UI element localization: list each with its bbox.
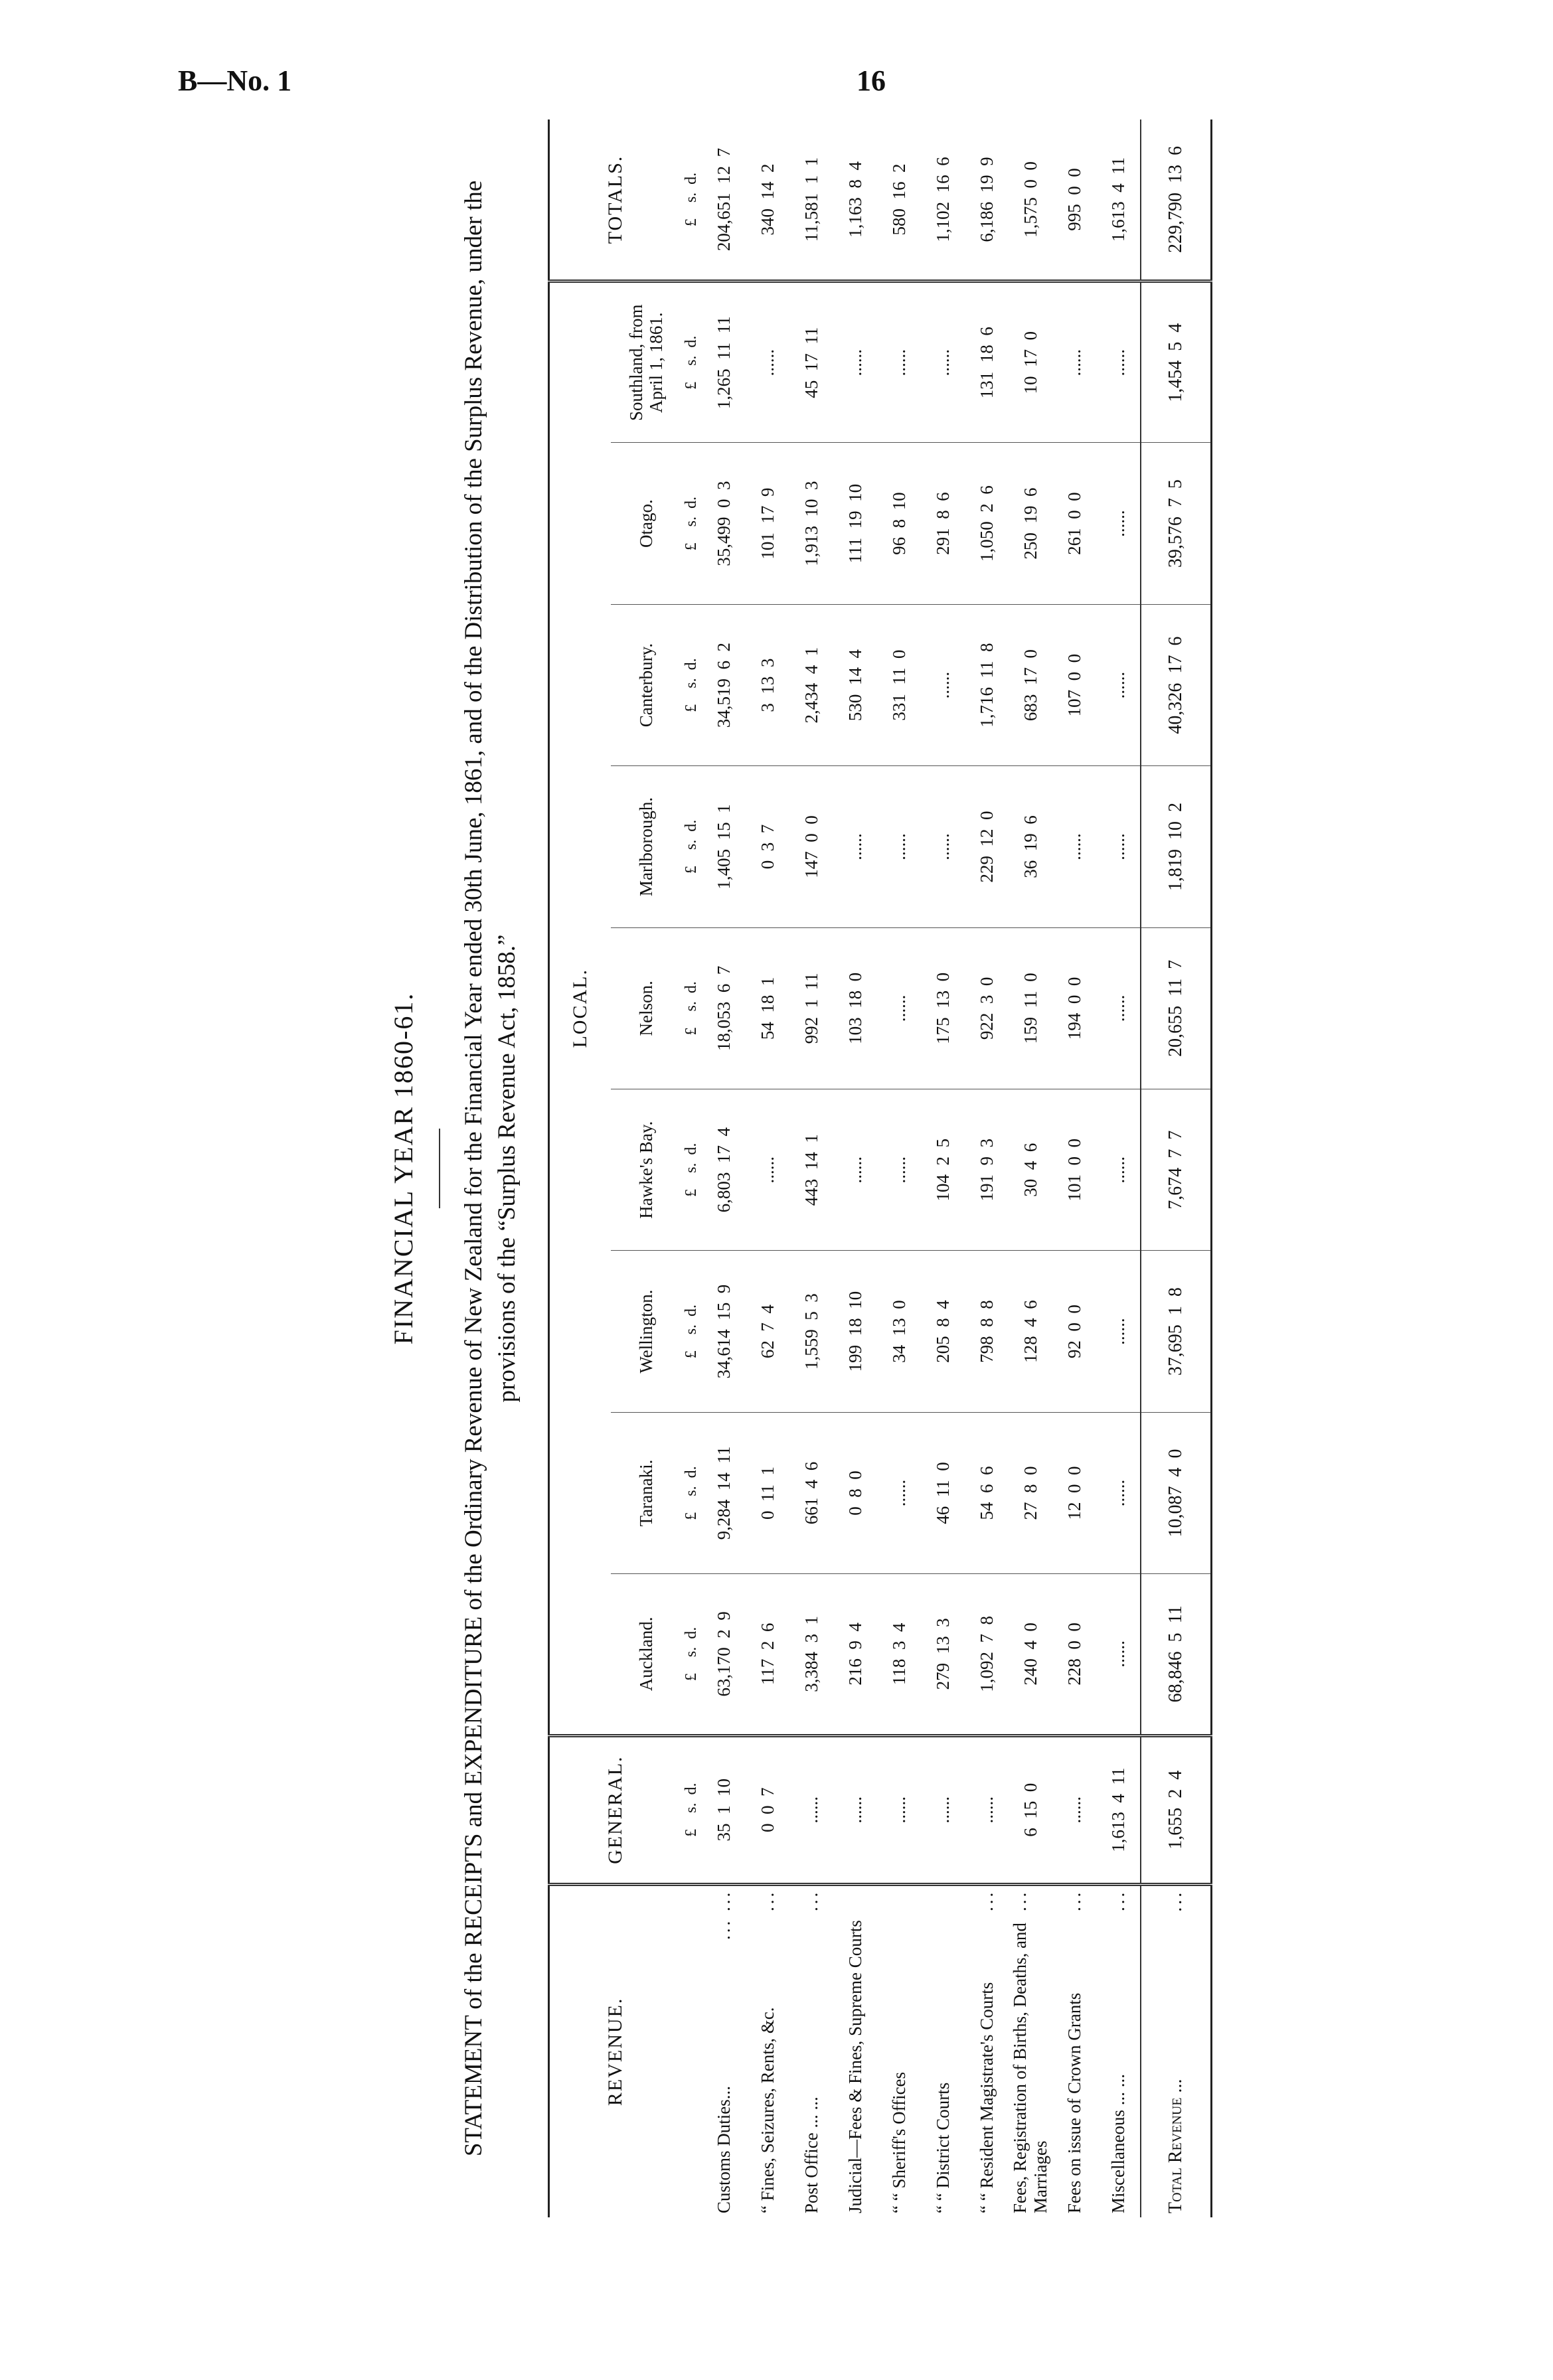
amount-cell: ...... — [877, 281, 921, 442]
amount-cell: 922 3 0 — [965, 927, 1009, 1089]
amount-cell: 1,050 2 6 — [965, 443, 1009, 604]
amount-cell: 6,803 17 4 — [702, 1089, 746, 1251]
local-header: LOCAL. — [549, 281, 612, 1735]
amount-cell: 62 7 4 — [746, 1251, 789, 1412]
amount-cell: 3,384 3 1 — [789, 1574, 833, 1735]
amount-cell: ...... — [1052, 766, 1096, 927]
amount-cell: ...... — [833, 1735, 877, 1884]
row-label — [1096, 1884, 1141, 2217]
row-leaders: ... — [1107, 1889, 1128, 1912]
revenue-header: REVENUE. — [604, 1997, 626, 2106]
amount-cell: 1,405 15 1 — [702, 766, 746, 927]
row-label-text: Miscellaneous ... ... — [1107, 2074, 1128, 2213]
amount-cell: ...... — [1096, 766, 1141, 927]
amount-cell: 1,092 7 8 — [965, 1574, 1009, 1735]
amount-cell: 1,163 8 4 — [833, 119, 877, 281]
amount-cell: 103 18 0 — [833, 927, 877, 1089]
row-label — [877, 1884, 921, 2217]
amount-cell: 205 8 4 — [921, 1251, 965, 1412]
amount-cell: ...... — [1052, 1735, 1096, 1884]
table-row — [965, 119, 1009, 2217]
amount-cell: 229 12 0 — [965, 766, 1009, 927]
amount-cell: 30 4 6 — [1009, 1089, 1052, 1251]
col-nelson: Nelson. — [611, 927, 681, 1089]
amount-cell: ...... — [877, 766, 921, 927]
table-row — [702, 119, 746, 2217]
amount-cell: ...... — [1096, 927, 1141, 1089]
amount-cell: 580 16 2 — [877, 119, 921, 281]
amount-cell: 992 1 11 — [789, 927, 833, 1089]
amount-cell: 12 0 0 — [1052, 1412, 1096, 1573]
row-label-text: Customs Duties... — [713, 2085, 734, 2213]
amount-cell: 530 14 4 — [833, 604, 877, 765]
amount-cell: 7,674 7 7 — [1141, 1089, 1212, 1251]
amount-cell: 34 13 0 — [877, 1251, 921, 1412]
amount-cell: 1,655 2 4 — [1141, 1735, 1212, 1884]
unit-label: £ s. d. — [681, 443, 702, 604]
amount-cell: 229,790 13 6 — [1141, 119, 1212, 281]
unit-label: £ s. d. — [681, 604, 702, 765]
general-header: GENERAL. — [549, 1735, 682, 1884]
amount-cell: 20,655 11 7 — [1141, 927, 1212, 1089]
amount-cell: 228 0 0 — [1052, 1574, 1096, 1735]
amount-cell: 191 9 3 — [965, 1089, 1009, 1251]
amount-cell: 35,499 0 3 — [702, 443, 746, 604]
row-label-text: “ Fines, Seizures, Rents, &c. — [757, 2007, 777, 2213]
amount-cell: 111 19 10 — [833, 443, 877, 604]
row-label — [746, 1884, 789, 2217]
page-number: 16 — [857, 64, 886, 97]
unit-label: £ s. d. — [681, 119, 702, 281]
amount-cell: 2,434 4 1 — [789, 604, 833, 765]
amount-cell: 1,913 10 3 — [789, 443, 833, 604]
amount-cell: ...... — [877, 927, 921, 1089]
amount-cell: 261 0 0 — [1052, 443, 1096, 604]
amount-cell: 1,559 5 3 — [789, 1251, 833, 1412]
row-label-text: “ “ District Courts — [932, 2082, 953, 2213]
col-marlborough: Marlborough. — [611, 766, 681, 927]
amount-cell: 39,576 7 5 — [1141, 443, 1212, 604]
row-label — [1141, 1884, 1212, 2217]
row-leaders: ... — [801, 1889, 821, 1912]
row-leaders: ... ... — [713, 1889, 734, 1941]
amount-cell: 45 17 11 — [789, 281, 833, 442]
amount-cell: ...... — [1052, 281, 1096, 442]
row-leaders: ... — [1165, 1889, 1186, 1912]
row-label-text: “ “ Sheriff's Offices — [888, 2071, 909, 2213]
amount-cell: 0 3 7 — [746, 766, 789, 927]
col-otago: Otago. — [611, 443, 681, 604]
row-label-text: Post Office ... ... — [801, 2097, 821, 2213]
amount-cell: 37,695 1 8 — [1141, 1251, 1212, 1412]
row-label — [1009, 1884, 1052, 2217]
row-label-text: Judicial—Fees & Fines, Supreme Courts — [845, 1920, 865, 2213]
revenue-table — [548, 119, 1212, 2217]
col-auckland: Auckland. — [611, 1574, 681, 1735]
table-row — [877, 119, 921, 2217]
table-row — [1009, 119, 1052, 2217]
col-canterbury: Canterbury. — [611, 604, 681, 765]
amount-cell: ...... — [1096, 281, 1141, 442]
amount-cell: 0 11 1 — [746, 1412, 789, 1573]
amount-cell: 96 8 10 — [877, 443, 921, 604]
total-revenue-row — [1141, 119, 1212, 2217]
row-label-text: Total Revenue ... — [1165, 2079, 1186, 2213]
amount-cell: 147 0 0 — [789, 766, 833, 927]
amount-cell: 35 1 10 — [702, 1735, 746, 1884]
amount-cell: 117 2 6 — [746, 1574, 789, 1735]
amount-cell: 1,575 0 0 — [1009, 119, 1052, 281]
amount-cell: 279 13 3 — [921, 1574, 965, 1735]
amount-cell: 11,581 1 1 — [789, 119, 833, 281]
heading-rule — [439, 1129, 440, 1208]
amount-cell: 250 19 6 — [1009, 443, 1052, 604]
amount-cell: ...... — [746, 281, 789, 442]
amount-cell: 340 14 2 — [746, 119, 789, 281]
amount-cell: ...... — [1096, 1574, 1141, 1735]
amount-cell: 101 0 0 — [1052, 1089, 1096, 1251]
amount-cell: 1,265 11 11 — [702, 281, 746, 442]
amount-cell: 995 0 0 — [1052, 119, 1096, 281]
amount-cell: ...... — [833, 281, 877, 442]
row-label — [1052, 1884, 1096, 2217]
unit-label: £ s. d. — [681, 1412, 702, 1573]
row-leaders: ... — [976, 1889, 997, 1912]
amount-cell: ...... — [921, 766, 965, 927]
col-southland: Southland, from April 1, 1861. — [611, 281, 681, 442]
amount-cell: 331 11 0 — [877, 604, 921, 765]
amount-cell: 661 4 6 — [789, 1412, 833, 1573]
unit-label: £ s. d. — [681, 766, 702, 927]
amount-cell: 240 4 0 — [1009, 1574, 1052, 1735]
unit-label: £ s. d. — [681, 1735, 702, 1884]
amount-cell: ...... — [1096, 1089, 1141, 1251]
amount-cell: 1,102 16 6 — [921, 119, 965, 281]
unit-label: £ s. d. — [681, 281, 702, 442]
amount-cell: 9,284 14 11 — [702, 1412, 746, 1573]
amount-cell: 159 11 0 — [1009, 927, 1052, 1089]
unit-spacer — [681, 1884, 702, 2217]
amount-cell: ...... — [1096, 443, 1141, 604]
amount-cell: 63,170 2 9 — [702, 1574, 746, 1735]
row-label-text: “ “ Resident Magistrate's Courts — [976, 1982, 997, 2213]
row-leaders: ... — [757, 1889, 777, 1912]
amount-cell: 1,454 5 4 — [1141, 281, 1212, 442]
amount-cell: 798 8 8 — [965, 1251, 1009, 1412]
table-row — [746, 119, 789, 2217]
col-hawkes-bay: Hawke's Bay. — [611, 1089, 681, 1251]
amount-cell: 3 13 3 — [746, 604, 789, 765]
amount-cell: 92 0 0 — [1052, 1251, 1096, 1412]
amount-cell: 6,186 19 9 — [965, 119, 1009, 281]
row-leaders: ... — [1064, 1889, 1084, 1912]
amount-cell: 34,519 6 2 — [702, 604, 746, 765]
amount-cell: 6 15 0 — [1009, 1735, 1052, 1884]
amount-cell: 1,613 4 11 — [1096, 119, 1141, 281]
amount-cell: ...... — [1096, 604, 1141, 765]
amount-cell: 10,087 4 0 — [1141, 1412, 1212, 1573]
amount-cell: ...... — [877, 1089, 921, 1251]
amount-cell: ...... — [833, 766, 877, 927]
row-label — [965, 1884, 1009, 2217]
amount-cell: 27 8 0 — [1009, 1412, 1052, 1573]
amount-cell: 1,613 4 11 — [1096, 1735, 1141, 1884]
amount-cell: 128 4 6 — [1009, 1251, 1052, 1412]
unit-row — [681, 119, 702, 2217]
unit-label: £ s. d. — [681, 1251, 702, 1412]
amount-cell: ...... — [921, 281, 965, 442]
amount-cell: 118 3 4 — [877, 1574, 921, 1735]
amount-cell: 683 17 0 — [1009, 604, 1052, 765]
amount-cell: 0 0 7 — [746, 1735, 789, 1884]
amount-cell: 443 14 1 — [789, 1089, 833, 1251]
amount-cell: 46 11 0 — [921, 1412, 965, 1573]
revenue-table-body — [681, 119, 1212, 2217]
statement-title: STATEMENT of the RECEIPTS and EXPENDITURE of the Ordinary Revenue of New Zealand for the Financial Year ended 30th June, 1861, and of the Distribution of the Surplus Revenue, under the provisions of the “Surplus Revenue Act, 1858.” — [460, 180, 521, 2157]
financial-year-heading: FINANCIAL YEAR 1860-61. — [388, 992, 418, 1345]
table-row — [833, 119, 877, 2217]
amount-cell: ...... — [1096, 1251, 1141, 1412]
row-label — [702, 1884, 746, 2217]
amount-cell: 131 18 6 — [965, 281, 1009, 442]
amount-cell: ...... — [1096, 1412, 1141, 1573]
row-label-text: Fees, Registration of Births, Deaths, and Marriages — [1010, 1923, 1050, 2213]
amount-cell: ...... — [877, 1735, 921, 1884]
unit-label: £ s. d. — [681, 1574, 702, 1735]
totals-header: TOTALS. — [549, 119, 682, 281]
amount-cell: 0 8 0 — [833, 1412, 877, 1573]
amount-cell: 34,614 15 9 — [702, 1251, 746, 1412]
table-row — [921, 119, 965, 2217]
amount-cell: ...... — [746, 1089, 789, 1251]
amount-cell: 216 9 4 — [833, 1574, 877, 1735]
unit-label: £ s. d. — [681, 927, 702, 1089]
amount-cell: 54 18 1 — [746, 927, 789, 1089]
amount-cell: ...... — [877, 1412, 921, 1573]
amount-cell: 1,716 11 8 — [965, 604, 1009, 765]
row-label-text: Fees on issue of Crown Grants — [1064, 1992, 1084, 2213]
amount-cell: ...... — [921, 1735, 965, 1884]
amount-cell: ...... — [921, 604, 965, 765]
amount-cell: 1,819 10 2 — [1141, 766, 1212, 927]
document-code: B—No. 1 — [178, 64, 292, 97]
amount-cell: 204,651 12 7 — [702, 119, 746, 281]
col-taranaki: Taranaki. — [611, 1412, 681, 1573]
rotated-statement — [378, 119, 1361, 2217]
amount-cell: 175 13 0 — [921, 927, 965, 1089]
amount-cell: 107 0 0 — [1052, 604, 1096, 765]
amount-cell: ...... — [965, 1735, 1009, 1884]
amount-cell: 199 18 10 — [833, 1251, 877, 1412]
col-wellington: Wellington. — [611, 1251, 681, 1412]
amount-cell: 18,053 6 7 — [702, 927, 746, 1089]
row-label — [833, 1884, 877, 2217]
amount-cell: 40,326 17 6 — [1141, 604, 1212, 765]
amount-cell: ...... — [833, 1089, 877, 1251]
table-row — [789, 119, 833, 2217]
table-row — [1096, 119, 1141, 2217]
row-leaders: ... — [1010, 1889, 1030, 1912]
amount-cell: 10 17 0 — [1009, 281, 1052, 442]
row-label — [789, 1884, 833, 2217]
amount-cell: 36 19 6 — [1009, 766, 1052, 927]
amount-cell: 54 6 6 — [965, 1412, 1009, 1573]
unit-label: £ s. d. — [681, 1089, 702, 1251]
amount-cell: 104 2 5 — [921, 1089, 965, 1251]
amount-cell: 291 8 6 — [921, 443, 965, 604]
row-label — [921, 1884, 965, 2217]
amount-cell: 101 17 9 — [746, 443, 789, 604]
amount-cell: 194 0 0 — [1052, 927, 1096, 1089]
amount-cell: 68,846 5 11 — [1141, 1574, 1212, 1735]
table-row — [1052, 119, 1096, 2217]
amount-cell: ...... — [789, 1735, 833, 1884]
